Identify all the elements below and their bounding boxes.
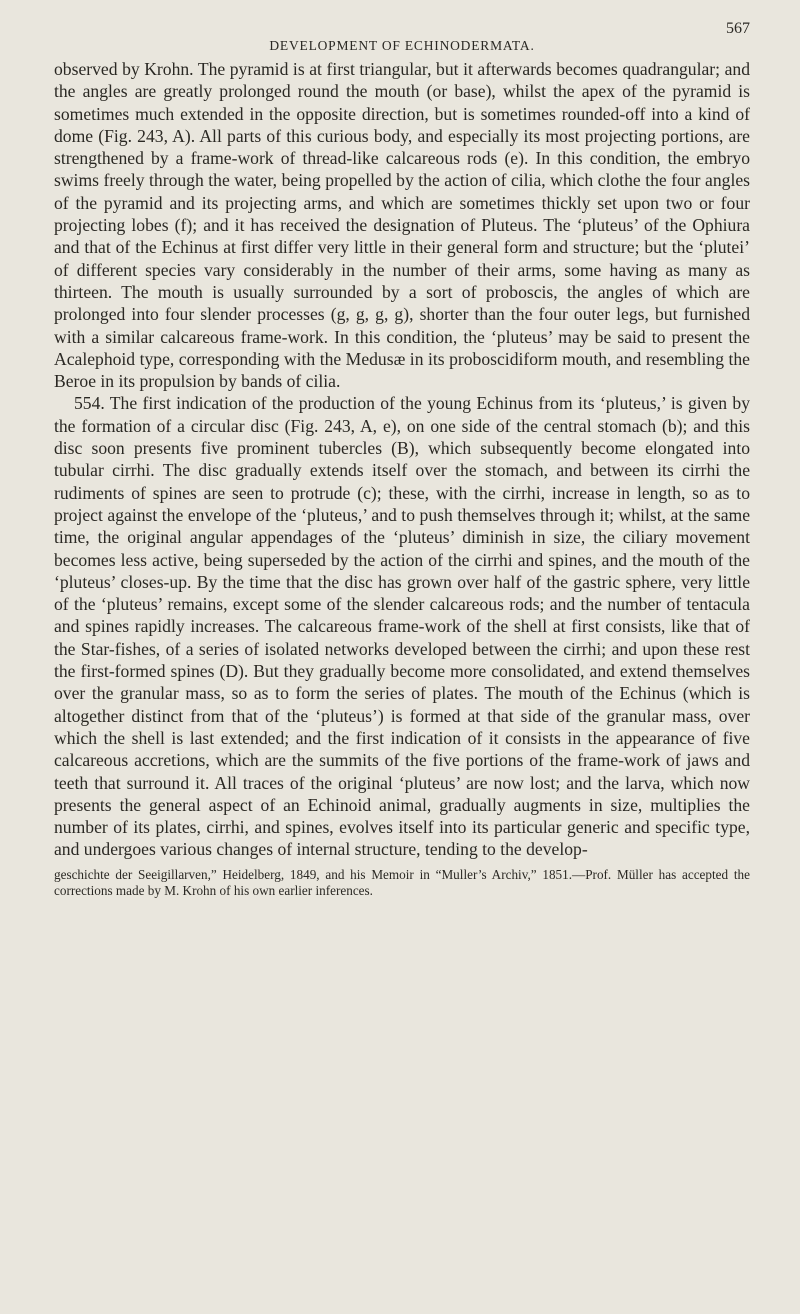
running-head xyxy=(54,14,750,54)
paragraph-554: 554. The first indication of the production of the young Echinus from its ‘pluteus,’ is given by the formation of a circular disc (Fig. 243, A, e), on one side of the central stomach (b); and this disc soon presents five prominent tubercles (B), which subsequently become elongated into tubular cirrhi. The disc gradually extends itself over the stomach, and between its cirrhi the rudiments of spines are seen to protrude (c); these, with the cirrhi, increase in length, so as to project against the envelope of the ‘pluteus,’ and to push themselves through it; whilst, at the same time, the original angular appendages of the ‘pluteus’ diminish in size, the ciliary movement becomes less active, being superseded by the action of the cirrhi and spines, and the mouth of the ‘pluteus’ closes-up. By the time that the disc has grown over half of the gastric sphere, very little of the ‘pluteus’ remains, except some of the slender calcareous rods; and the number of tentacula and spines rapidly increases. The calcareous frame-work of the shell at first consists, like that of the Star-fishes, of a series of isolated networks developed between the cirrhi; and upon these rest the first-formed spines (D). But they gradually become more consolidated, and extend themselves over the granular mass, so as to form the series of plates. The mouth of the Echinus (which is altogether distinct from that of the ‘pluteus’) is formed at that side of the granular mass, over which the shell is last extended; and the first indication of it consists in the appearance of five calcareous accretions, which are the summits of the five portions of the frame-work of jaws and teeth that surround it. All traces of the original ‘pluteus’ are now lost; and the larva, which now presents the general aspect of an Echinoid animal, gradually augments in size, multiplies the number of its plates, cirrhi, and spines, evolves itself into its particular generic and specific type, and undergoes various changes of internal structure, tending to the develop- xyxy=(54,393,750,860)
page-number: 567 xyxy=(726,20,750,37)
footnote xyxy=(54,867,750,900)
body-text xyxy=(54,58,750,861)
paragraph-continuation: observed by Krohn. The pyramid is at first triangular, but it afterwards becomes quadrangular; and the angles are greatly prolonged round the mouth (or base), whilst the apex of the pyramid is sometimes much extended in the opposite direction, but is sometimes rounded-off into a kind of dome (Fig. 243, A). All parts of this curious body, and especially its most projecting portions, are strengthened by a frame-work of thread-like calcareous rods (e). In this condition, the embryo swims freely through the water, being propelled by the action of cilia, which clothe the four angles of the pyramid and its projecting arms, and which are sometimes thickly set upon two or four projecting lobes (f); and it has received the designation of Pluteus. The ‘pluteus’ of the Ophiura and that of the Echinus at first differ very little in their general form and structure; but the ‘plutei’ of different species vary considerably in the number of their arms, some having as many as thirteen. The mouth is usually surrounded by a sort of proboscis, the angles of which are prolonged into four slender processes (g, g, g, g), shorter than the four outer legs, but furnished with a similar calcareous frame-work. In this condition, the ‘pluteus’ may be said to present the Acalephoid type, corresponding with the Medusæ in its proboscidiform mouth, and resembling the Beroe in its propulsion by bands of cilia. xyxy=(54,59,750,392)
running-title: DEVELOPMENT OF ECHINODERMATA. xyxy=(269,38,535,53)
footnote-text: geschichte der Seeigillarven,” Heidelberg, 1849, and his Memoir in “Muller’s Archiv,” 1851.—Prof. Müller has accepted the corrections made by M. Krohn of his own earlier inferences. xyxy=(54,866,750,899)
